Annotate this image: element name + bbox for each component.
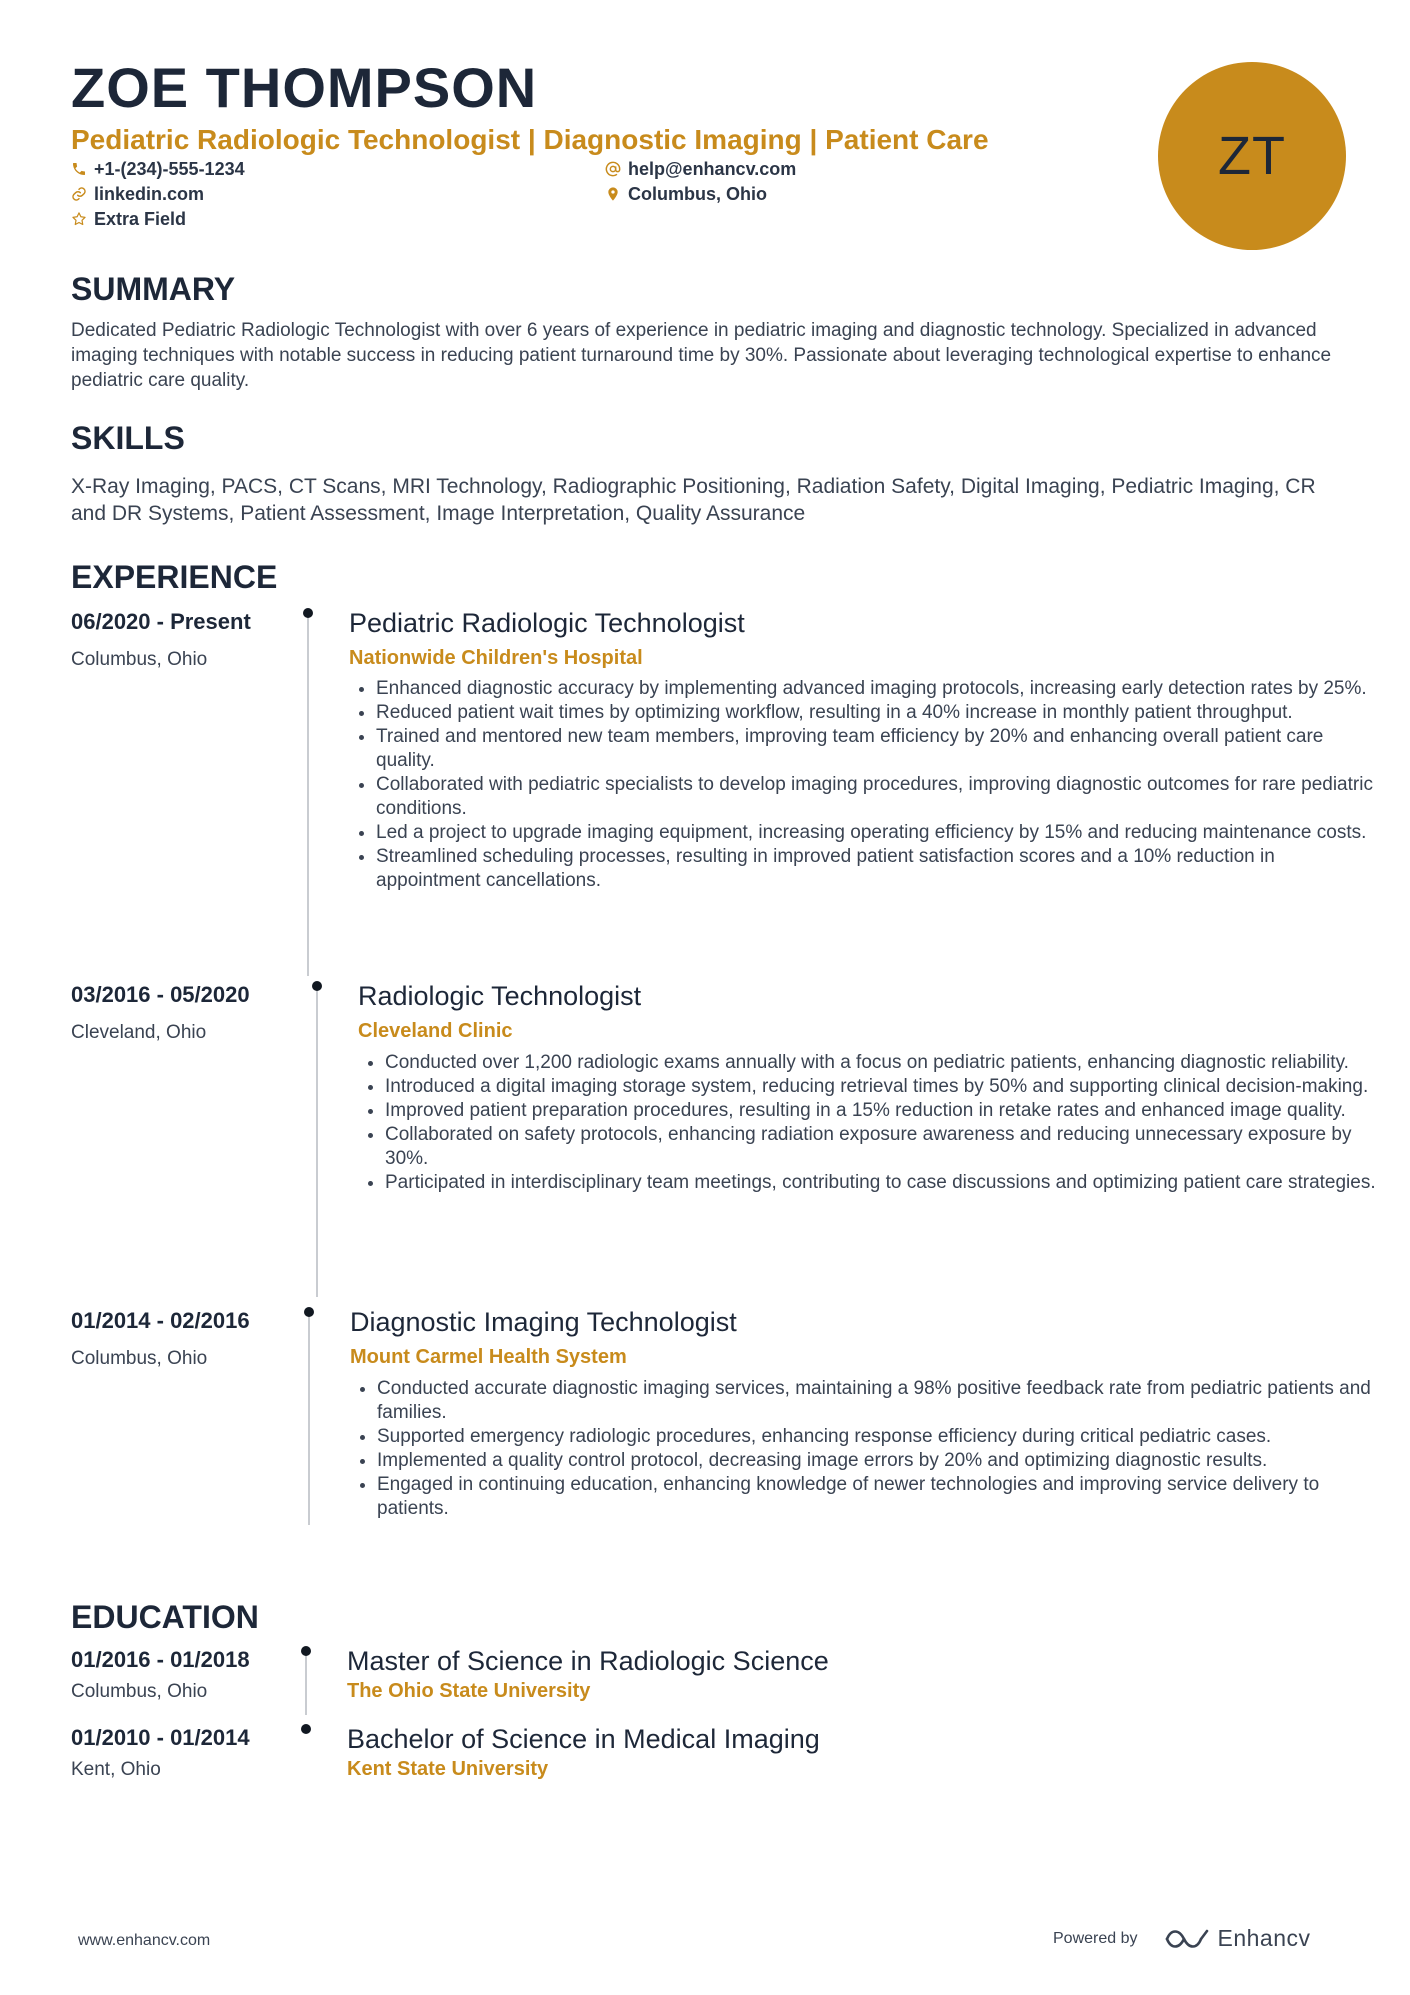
job-bullet: • Enhanced diagnostic accuracy by implementing advanced imaging protocols, increasing early detection rates by 25%. (376, 677, 1376, 701)
job-bullet: • Streamlined scheduling processes, resulting in improved patient satisfaction scores and a 10% reduction in appointment cancellations. (376, 845, 1376, 893)
job-bullet: • Introduced a digital imaging storage system, reducing retrieval times by 50% and supporting clinical decision-making. (385, 1075, 1385, 1099)
job-company: Nationwide Children's Hospital (349, 647, 643, 669)
education-school: The Ohio State University (347, 1680, 591, 1702)
contact-extra (71, 207, 186, 231)
footer-branding (1053, 1925, 1311, 1952)
email-text[interactable]: help@enhancv.com (628, 159, 797, 179)
job-bullets (350, 1377, 1377, 1521)
candidate-name: ZOE THOMPSON (71, 56, 538, 119)
brand-name: Enhancv (1217, 1925, 1311, 1951)
timeline-dot (303, 608, 313, 618)
education-heading: EDUCATION (71, 1599, 259, 1635)
timeline-line (307, 614, 309, 976)
job-company: Mount Carmel Health System (350, 1346, 627, 1368)
job-title: Diagnostic Imaging Technologist (350, 1307, 737, 1337)
avatar (1158, 62, 1346, 250)
job-bullet: • Participated in interdisciplinary team meetings, contributing to case discussions and optimizing patient care strategies. (385, 1171, 1385, 1195)
job-bullets (349, 677, 1376, 893)
job-bullet: • Engaged in continuing education, enhancing knowledge of newer technologies and improving service delivery to patients. (377, 1473, 1377, 1521)
extra-field-text: Extra Field (94, 209, 187, 229)
job-title: Pediatric Radiologic Technologist (349, 608, 745, 638)
job-title: Radiologic Technologist (358, 981, 642, 1011)
job-bullet: • Supported emergency radiologic procedures, enhancing response efficiency during critical pediatric cases. (377, 1425, 1377, 1449)
job-location: Columbus, Ohio (71, 649, 208, 670)
job-bullet: • Collaborated on safety protocols, enhancing radiation exposure awareness and reducing unnecessary exposure by 30%. (385, 1123, 1385, 1171)
job-company: Cleveland Clinic (358, 1020, 513, 1042)
job-location: Cleveland, Ohio (71, 1022, 207, 1043)
job-bullet: • Improved patient preparation procedures, resulting in a 15% reduction in retake rates and enhanced image quality. (385, 1099, 1385, 1123)
contact-email[interactable] (605, 157, 796, 181)
education-degree: Master of Science in Radiologic Science (347, 1646, 829, 1676)
job-dates: 03/2016 - 05/2020 (71, 982, 250, 1007)
job-bullet: • Reduced patient wait times by optimizing workflow, resulting in a 40% increase in monthly patient throughput. (376, 701, 1376, 725)
star-icon (71, 211, 87, 227)
education-location: Kent, Ohio (71, 1759, 161, 1780)
powered-by-label: Powered by (1053, 1929, 1138, 1947)
timeline-line (305, 1652, 307, 1715)
job-bullet: • Implemented a quality control protocol, decreasing image errors by 20% and optimizing diagnostic results. (377, 1449, 1377, 1473)
link-icon (71, 186, 87, 202)
job-bullet: • Led a project to upgrade imaging equipment, increasing operating efficiency by 15% and reducing maintenance costs. (376, 821, 1376, 845)
job-dates: 06/2020 - Present (71, 609, 251, 634)
job-dates: 01/2014 - 02/2016 (71, 1308, 250, 1333)
timeline-dot (304, 1307, 314, 1317)
at-icon (605, 161, 621, 177)
experience-heading: EXPERIENCE (71, 559, 278, 595)
education-school: Kent State University (347, 1758, 549, 1780)
enhancv-logo-icon (1164, 1927, 1210, 1951)
education-degree: Bachelor of Science in Medical Imaging (347, 1724, 820, 1754)
avatar-initials: ZT (1218, 126, 1286, 186)
education-dates: 01/2016 - 01/2018 (71, 1647, 250, 1672)
candidate-headline: Pediatric Radiologic Technologist | Diagnostic Imaging | Patient Care (71, 124, 989, 155)
job-bullets (358, 1051, 1385, 1195)
location-text: Columbus, Ohio (628, 184, 767, 204)
education-dates: 01/2010 - 01/2014 (71, 1725, 250, 1750)
phone-text: +1-(234)-555-1234 (94, 159, 245, 179)
contact-location (605, 182, 767, 206)
timeline-line (316, 986, 318, 1297)
phone-icon (71, 161, 87, 177)
contact-phone (71, 157, 245, 181)
timeline-line (308, 1312, 310, 1525)
map-pin-icon (605, 186, 621, 202)
timeline-dot (312, 981, 322, 991)
job-bullet: • Conducted over 1,200 radiologic exams annually with a focus on pediatric patients, enhancing diagnostic reliability. (385, 1051, 1385, 1075)
linkedin-text[interactable]: linkedin.com (94, 184, 205, 204)
education-location: Columbus, Ohio (71, 1681, 208, 1702)
skills-text: X-Ray Imaging, PACS, CT Scans, MRI Technology, Radiographic Positioning, Radiation Safety, Digital Imaging, Pediatric Imaging, CR and DR Systems, Patient Assessment, Image Interpretation, Quality Assurance (71, 475, 1316, 525)
job-bullet: • Collaborated with pediatric specialists to develop imaging procedures, improving diagnostic outcomes for rare pediatric conditions. (376, 773, 1376, 821)
summary-text: Dedicated Pediatric Radiologic Technologist with over 6 years of experience in pediatric imaging and diagnostic technology. Specialized in advanced imaging techniques with notable success in reducing patient turnaround time by 30%. Passionate about leveraging technological expertise to enhance pediatric care quality. (71, 320, 1332, 391)
contact-linkedin[interactable] (71, 182, 204, 206)
footer-website[interactable]: www.enhancv.com (78, 1932, 211, 1949)
summary-heading: SUMMARY (71, 271, 236, 307)
job-bullet: • Trained and mentored new team members, improving team efficiency by 20% and enhancing overall patient care quality. (376, 725, 1376, 773)
timeline-dot (301, 1646, 311, 1656)
skills-heading: SKILLS (71, 420, 185, 456)
job-location: Columbus, Ohio (71, 1348, 208, 1369)
timeline-dot (301, 1724, 311, 1734)
job-bullet: • Conducted accurate diagnostic imaging services, maintaining a 98% positive feedback rate from pediatric patients and families. (377, 1377, 1377, 1425)
